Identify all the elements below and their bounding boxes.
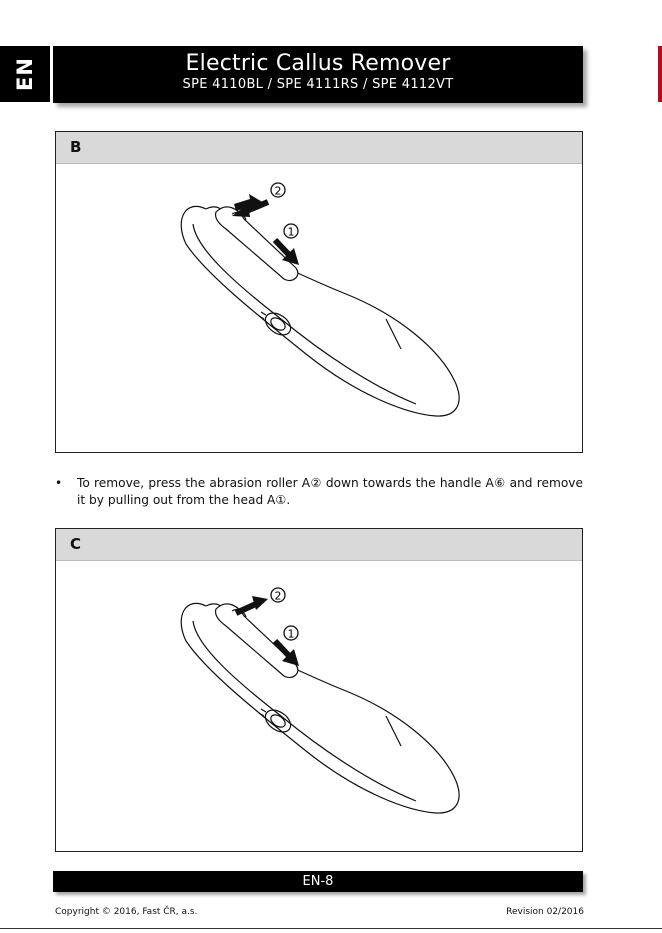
revision-label: Revision 02/2016 (506, 907, 584, 917)
figure-b-label: B (56, 132, 582, 164)
instruction-text: To remove, press the abrasion roller A② down towards the handle A⑥ and remove it by pulling out from the head A①. (77, 476, 583, 507)
model-numbers: SPE 4110BL / SPE 4111RS / SPE 4112VT (182, 77, 454, 92)
callout-1-number: 1 (287, 225, 295, 239)
callout-1-number: 1 (287, 627, 295, 641)
language-code: EN (12, 57, 37, 91)
callout-2-number: 2 (274, 589, 282, 603)
figure-b-illustration (56, 164, 582, 452)
figure-c-illustration (56, 561, 582, 851)
figure-b (55, 131, 583, 453)
callus-remover-device (181, 206, 459, 416)
callout-2-number: 2 (274, 184, 282, 198)
copyright-notice: Copyright © 2016, Fast ČR, a.s. (55, 907, 198, 917)
instruction-paragraph (55, 475, 583, 509)
page-number: EN-8 (302, 874, 334, 889)
page-edge-marker (658, 46, 662, 102)
document-title: Electric Callus Remover (185, 51, 451, 76)
page-number-bar (53, 871, 583, 892)
figure-c (55, 528, 583, 852)
callus-remover-device (181, 603, 459, 813)
language-tab (0, 46, 50, 102)
page-header (53, 46, 583, 103)
bottom-rule (0, 928, 662, 929)
figure-c-label: C (56, 529, 582, 561)
bullet-point: • (55, 476, 63, 490)
